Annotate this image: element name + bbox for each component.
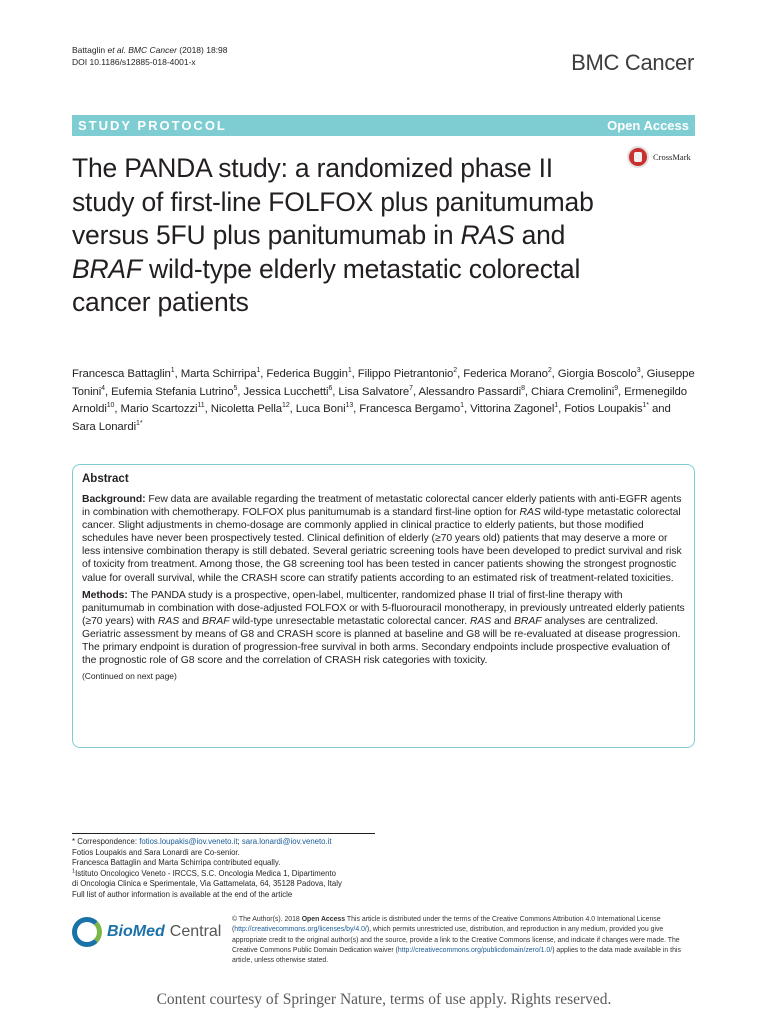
journal-name: BMC Cancer bbox=[571, 50, 694, 75]
author-name[interactable]: Mario Scartozzi bbox=[120, 403, 198, 415]
cosenior-note: Fotios Loupakis and Sara Lonardi are Co-senior. bbox=[72, 847, 240, 857]
abstract-methods bbox=[82, 589, 686, 668]
author-affiliation-number: 13 bbox=[345, 402, 354, 410]
background-text-b: wild-type metastatic colorectal cancer. Slight adjustments in chemo-dosage are commonly applied in clinical practice to elderly patients, but those modified schedules have never been prospectively tested. Clinical definition of elderly (≥70 years old) patients that may deserve a more or less intensive combination therapy is still debated. Several geriatric screening tools have been developed to predict survival and risk of toxicity from treatment. Among those, the G8 screening tool has been tested in cancer patients showing the strongest prognostic value for overall survival, while the CRASH score can stratify patients according to an estimated risk of treatment-related toxicities. bbox=[82, 507, 682, 584]
author-affiliation-number: 4 bbox=[101, 384, 105, 392]
author-affiliation-number: 12 bbox=[282, 402, 290, 410]
author-name[interactable]: Francesca Bergamo bbox=[359, 403, 461, 415]
methods-braf-2: BRAF bbox=[514, 615, 542, 627]
author-separator: , bbox=[332, 385, 339, 398]
footnotes bbox=[72, 837, 402, 901]
author-name[interactable]: Marta Schirripa bbox=[180, 368, 257, 380]
author-name[interactable]: Sara Lonardi bbox=[72, 420, 137, 433]
methods-ras-2: RAS bbox=[469, 615, 492, 627]
author-name[interactable]: Chiara Cremolini bbox=[531, 385, 615, 398]
author-separator: , bbox=[351, 368, 358, 380]
author-affiliation-number: 3 bbox=[636, 367, 641, 375]
author-separator: , bbox=[524, 385, 531, 398]
email-link-lonardi[interactable]: sara.lonardi@iov.veneto.it bbox=[241, 837, 332, 846]
author-name[interactable]: Filippo Pietrantonio bbox=[357, 368, 454, 380]
title-and: and bbox=[514, 220, 566, 250]
author-separator: , bbox=[104, 385, 112, 398]
author-name[interactable]: Eufemia Stefania Lutrino bbox=[111, 385, 234, 398]
correspondence-line bbox=[72, 837, 402, 848]
biomed-central-logo[interactable] bbox=[72, 917, 221, 947]
courtesy-notice: Content courtesy of Springer Nature, terms of use apply. Rights reserved. bbox=[156, 991, 612, 1008]
license-text-3: ), which permits unrestricted use, distribution, and reproduction in any medium, provided you give appropriate credit to the original author(s) and the source, provide a link to the Creative Commons license, and indicate if changes were made. The Creative Commons Public Domain Dedication waiver ( bbox=[232, 926, 680, 954]
author-name[interactable]: Jessica Lucchetti bbox=[243, 385, 329, 398]
article-title bbox=[72, 152, 602, 320]
email-link-loupakis[interactable]: fotios.loupakis@iov.veneto.it bbox=[139, 837, 238, 846]
license-text-4: ) applies to the data made available in this article, unless otherwise stated. bbox=[232, 946, 681, 965]
citation-year-volume: (2018) 18:98 bbox=[179, 45, 228, 55]
license-text-1: © The Author(s). 2018 bbox=[232, 916, 302, 923]
crossmark-badge[interactable] bbox=[627, 146, 691, 168]
author-name[interactable]: Fotios Loupakis bbox=[564, 403, 643, 415]
author-affiliation-number: 10 bbox=[106, 402, 115, 410]
author-separator: , bbox=[260, 368, 267, 380]
author-separator: , bbox=[618, 385, 625, 398]
author-affiliation-number: 6 bbox=[328, 384, 333, 392]
author-separator: , bbox=[463, 403, 471, 415]
abstract-heading: Abstract bbox=[82, 473, 129, 485]
author-separator: , bbox=[237, 385, 244, 398]
background-label: Background: bbox=[82, 494, 146, 505]
doi[interactable]: DOI 10.1186/s12885-018-4001-x bbox=[72, 57, 196, 67]
continued-note: (Continued on next page) bbox=[82, 671, 177, 682]
citation-line bbox=[72, 44, 228, 56]
open-access-label: Open Access bbox=[607, 118, 689, 133]
author-affiliation-number: 5 bbox=[233, 384, 238, 392]
author-separator: , bbox=[551, 368, 558, 380]
cc-zero-license-link[interactable]: http://creativecommons.org/publicdomain/zero/1.0/ bbox=[397, 946, 553, 954]
author-separator: , bbox=[204, 403, 211, 415]
citation-journal: et al. BMC Cancer bbox=[107, 45, 177, 55]
citation-authors: Battaglin bbox=[72, 45, 106, 55]
background-ras: RAS bbox=[519, 507, 541, 519]
author-affiliation-number: 11 bbox=[197, 402, 205, 410]
license-statement bbox=[232, 915, 700, 966]
methods-and-2: and bbox=[491, 615, 515, 627]
author-separator: , bbox=[558, 403, 565, 415]
author-separator: , bbox=[412, 385, 419, 398]
abstract-box bbox=[72, 464, 695, 748]
author-affiliation-number: 7 bbox=[409, 384, 413, 392]
author-separator: and bbox=[648, 403, 671, 415]
methods-label: Methods: bbox=[82, 589, 128, 601]
author-affiliation-number: 1 bbox=[347, 367, 352, 375]
license-open-access: Open Access bbox=[301, 916, 346, 923]
author-name[interactable]: Giorgia Boscolo bbox=[557, 368, 637, 380]
title-part2: wild-type elderly metastatic colorectal cancer patients bbox=[72, 253, 581, 317]
author-affiliation-number: 2 bbox=[453, 367, 458, 375]
author-separator: , bbox=[353, 403, 360, 415]
author-affiliation-number: 8 bbox=[521, 384, 525, 392]
author-affiliation-number: 1 bbox=[170, 367, 175, 375]
methods-text-c: analyses are centralized. Geriatric assessment by means of G8 and CRASH score is planned at baseline and G8 will be re-evaluated at disease progression. The primary endpoint is duration of progression-free survival in both arms. Secondary endpoints include prospective evaluation of the prognostic role of G8 score and the correlation of CRASH risk categories with toxicity. bbox=[82, 615, 681, 667]
author-affiliation-number: 1 bbox=[554, 402, 559, 410]
author-affiliation-number: 1 bbox=[460, 402, 464, 410]
title-part1: The PANDA study: a randomized phase II study of first-line FOLFOX plus panitumumab versus 5FU plus panitumumab in bbox=[72, 153, 594, 250]
cc-by-license-link[interactable]: http://creativecommons.org/licenses/by/4.0/ bbox=[234, 926, 367, 934]
affiliation-line-1 bbox=[72, 869, 402, 880]
methods-text-b: wild-type unresectable metastatic colorectal cancer. bbox=[229, 615, 470, 627]
author-affiliation-number: 1* bbox=[136, 419, 143, 427]
author-name[interactable]: Federica Morano bbox=[463, 368, 548, 380]
methods-ras: RAS bbox=[157, 615, 180, 627]
author-name[interactable]: Federica Buggin bbox=[266, 368, 348, 380]
title-ras: RAS bbox=[460, 220, 515, 250]
full-author-info-note: Full list of author information is available at the end of the article bbox=[72, 889, 293, 899]
author-name[interactable]: Alessandro Passardi bbox=[418, 385, 522, 398]
abstract-background bbox=[82, 493, 686, 585]
article-type-banner bbox=[72, 115, 695, 136]
author-separator: , bbox=[114, 403, 121, 415]
methods-braf: BRAF bbox=[201, 615, 230, 627]
affiliation-line-2: di Oncologia Clinica e Sperimentale, Via Gattamelata, 64, 35128 Padova, Italy bbox=[72, 879, 342, 889]
author-separator: , bbox=[457, 368, 464, 380]
author-name[interactable]: Vittorina Zagonel bbox=[470, 403, 555, 415]
title-braf: BRAF bbox=[72, 253, 142, 284]
methods-and: and bbox=[179, 615, 202, 627]
author-affiliation-number: 9 bbox=[614, 384, 619, 392]
footnote-divider bbox=[72, 833, 375, 834]
email-separator: ; bbox=[237, 837, 242, 846]
article-type: STUDY PROTOCOL bbox=[78, 118, 227, 133]
affiliation-number: 1 bbox=[72, 868, 76, 875]
biomed-central-icon bbox=[72, 917, 102, 947]
author-name[interactable]: Giuseppe Tonini bbox=[72, 368, 695, 398]
affiliation-text-1: Istituto Oncologico Veneto - IRCCS, S.C. Oncologia Medica 1, Dipartimento bbox=[75, 868, 336, 878]
logo-biomed: BioMed bbox=[107, 923, 165, 940]
correspondence-prefix: * Correspondence: bbox=[72, 837, 140, 846]
crossmark-label: CrossMark bbox=[653, 152, 691, 162]
author-separator: , bbox=[640, 368, 647, 380]
crossmark-icon bbox=[627, 146, 649, 168]
author-separator: , bbox=[174, 368, 181, 380]
logo-central: Central bbox=[169, 923, 222, 940]
author-name[interactable]: Ermenegildo Arnoldi bbox=[72, 385, 688, 415]
author-separator: , bbox=[289, 403, 296, 415]
author-list bbox=[72, 366, 696, 436]
license-text-2: This article is distributed under the terms of the Creative Commons Attribution 4.0 International License ( bbox=[232, 916, 661, 934]
methods-text-a: The PANDA study is a prospective, open-label, multicenter, randomized phase II trial of first-line therapy with panitumumab in combination with dose-adjusted FOLFOX or with 5-fluorouracil monotherapy, in previously untreated elderly patients (≥70 years) with bbox=[82, 589, 685, 627]
author-name[interactable]: Nicoletta Pella bbox=[210, 403, 283, 415]
author-name[interactable]: Luca Boni bbox=[295, 403, 346, 415]
equal-contribution-note: Francesca Battaglin and Marta Schirripa contributed equally. bbox=[72, 858, 281, 868]
author-affiliation-number: 2 bbox=[547, 367, 552, 375]
background-text-a: Few data are available regarding the treatment of metastatic colorectal cancer elderly patients with anti-EGFR agents in combination with chemotherapy. FOLFOX plus panitumumab is a standard first-line option for bbox=[82, 494, 682, 519]
author-name[interactable]: Francesca Battaglin bbox=[72, 368, 171, 380]
author-affiliation-number: 1* bbox=[642, 402, 649, 410]
citation-header bbox=[72, 44, 228, 68]
author-affiliation-number: 1 bbox=[256, 367, 261, 375]
author-name[interactable]: Lisa Salvatore bbox=[338, 385, 410, 398]
